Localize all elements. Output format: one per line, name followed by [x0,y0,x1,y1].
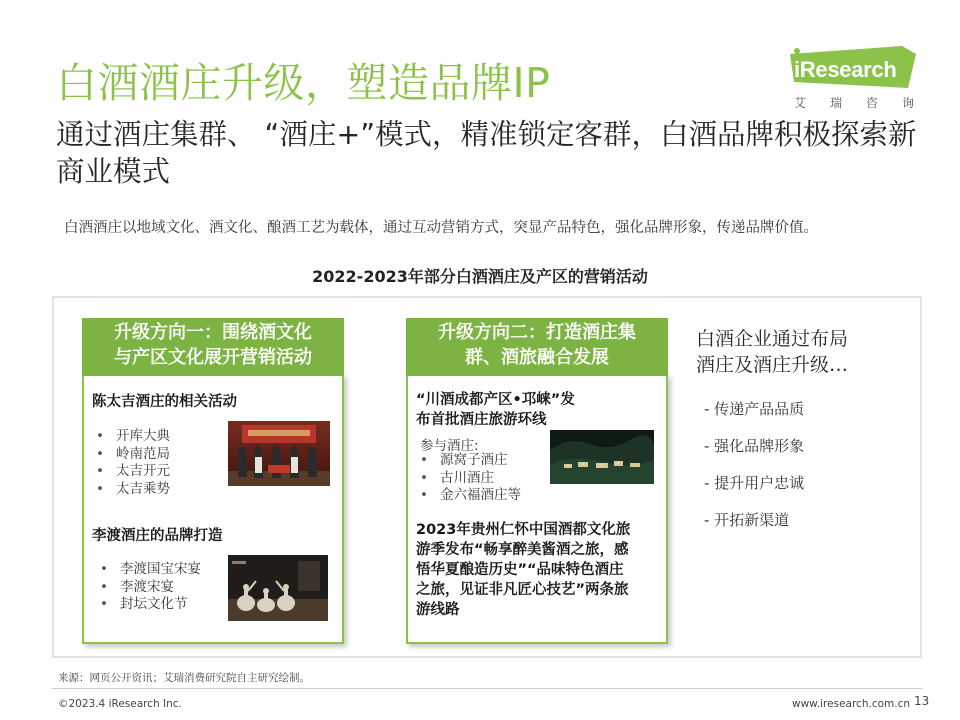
qionglai-winery-photo [550,430,654,484]
page-subtitle: 通过酒庄集群、 “酒庄+”模式，精准锁定客群，白酒品牌积极探索新商业模式 [56,118,917,188]
section-title: 2022-2023年部分白酒酒庄及产区的营销活动 [312,267,648,286]
lidu-list [100,561,201,614]
renhuai-title: 2023年贵州仁怀中国酒都文化旅 游季发布“畅享醉美酱酒之旅，感 悟华夏酿造历史”“品味特色酒庄 之旅，见证非凡匠心技艺”两条旅 游线路 [416,522,631,618]
list-item: • 太吉开元 [96,463,170,481]
footer-divider [52,688,922,689]
direction-2-header: 升级方向二：打造酒庄集 群、酒旅融合发展 [406,318,668,376]
list-item: - 传递产品品质 [704,400,805,418]
list-item: • 李渡宋宴 [100,579,201,597]
intro-text: 白酒酒庄以地域文化、酒文化、酿酒工艺为载体，通过互动营销方式，突显产品特色，强化品牌形象，传递品牌价值。 [64,220,818,236]
list-item: • 金六福酒庄等 [420,487,521,505]
iresearch-logo [790,46,916,110]
chentaiji-title: 陈太吉酒庄的相关活动 [92,394,237,410]
summary-list [704,398,804,546]
source-note: 来源：网页公开资讯；艾瑞消费研究院自主研究绘制。 [58,672,310,684]
copyright: ©2023.4 iResearch Inc. [58,698,182,710]
direction-1-header: 升级方向一：围绕酒文化 与产区文化展开营销活动 [82,318,344,376]
chentaiji-ceremony-photo [228,421,330,486]
participants-list [420,452,521,505]
lidu-performance-photo [228,555,328,621]
list-item: - 提升用户忠诚 [704,474,805,492]
list-item: • 岭南范局 [96,446,170,464]
list-item: • 源窝子酒庄 [420,452,521,470]
chentaiji-list [96,428,170,498]
list-item: - 开拓新渠道 [704,511,790,529]
lidu-title: 李渡酒庄的品牌打造 [92,528,223,544]
list-item: • 封坛文化节 [100,596,201,614]
summary-title: 白酒企业通过布局 酒庄及酒庄升级… [696,328,849,376]
list-item: • 李渡国宝宋宴 [100,561,201,579]
logo-text: iResearch [794,57,897,82]
list-item: - 强化品牌形象 [704,437,805,455]
list-item: • 开库大典 [96,428,170,446]
participants-label: 参与酒庄: [420,438,479,454]
page-number: 13 [914,694,930,708]
list-item: • 太吉乘势 [96,481,170,499]
logo-subtitle: 艾 瑞 咨 询 [794,96,914,110]
page-title: 白酒酒庄升级，塑造品牌IP [56,59,551,107]
qionglai-title: “川酒成都产区•邛崃”发 布首批酒庄旅游环线 [416,392,575,428]
website-link[interactable]: www.iresearch.com.cn [792,698,911,710]
list-item: • 古川酒庄 [420,470,521,488]
